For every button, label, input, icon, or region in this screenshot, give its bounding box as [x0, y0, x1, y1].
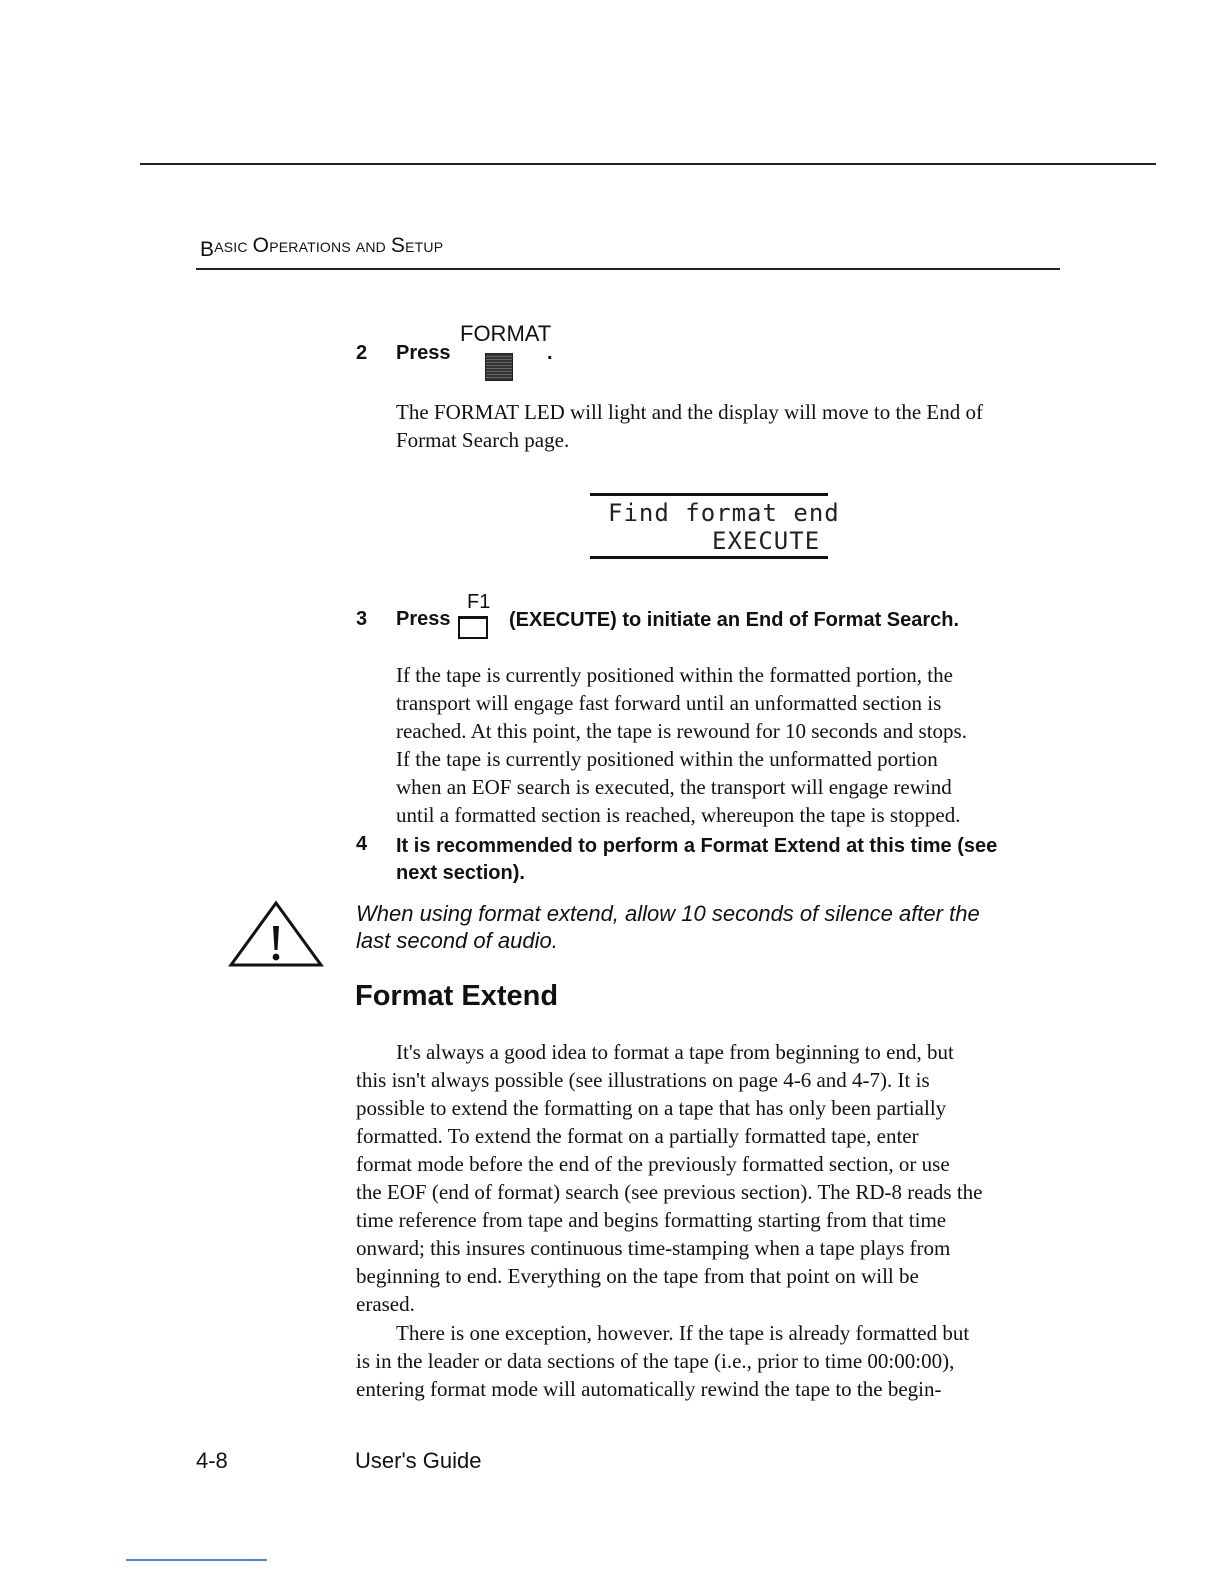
text-line: this isn't always possible (see illustrations on page 4-6 and 4-7). It is: [356, 1068, 930, 1092]
text-line: time reference from tape and begins formatting starting from that time: [356, 1208, 947, 1232]
warning-triangle-icon: [228, 900, 324, 968]
text-line: next section).: [396, 862, 525, 884]
display-bottom-rule: [590, 556, 828, 559]
text-line: transport will engage fast forward until an unformatted section is: [396, 691, 942, 715]
text-line: formatted. To extend the format on a partially formatted tape, enter: [356, 1124, 919, 1148]
text-line: until a formatted section is reached, whereupon the tape is stopped.: [396, 803, 961, 827]
text-line: The FORMAT LED will light and the display will move to the End of: [396, 400, 983, 424]
section-paragraph-1: [356, 1038, 982, 1318]
step-2-body: [396, 398, 983, 454]
top-rule: [100, 163, 1156, 165]
text-line: erased.: [356, 1292, 415, 1316]
text-line: entering format mode will automatically rewind the tape to the begin-: [356, 1377, 942, 1401]
text-line: the EOF (end of format) search (see previous section). The RD-8 reads the: [356, 1180, 983, 1204]
page-number: 4-8: [196, 1448, 228, 1473]
header-initial-s: S: [390, 234, 406, 257]
step-4-text: [396, 833, 997, 887]
section-paragraph-2: [356, 1319, 969, 1403]
header-and: AND: [355, 239, 386, 255]
header-etup: ETUP: [405, 239, 444, 255]
text-line: is in the leader or data sections of the tape (i.e., prior to time 00:00:00),: [356, 1349, 955, 1373]
f1-key-label: F1: [467, 591, 491, 613]
text-line: onward; this insures continuous time-stamping when a tape plays from: [356, 1236, 951, 1260]
step-3-press: Press: [396, 608, 451, 630]
text-line: It is recommended to perform a Format Extend at this time (see: [396, 835, 998, 857]
step-3-body: [396, 661, 967, 829]
bottom-rule: [126, 1559, 267, 1561]
step-2-number: 2: [356, 342, 368, 364]
f1-key-icon: [458, 616, 488, 639]
text-line: If the tape is currently positioned within the unformatted portion: [396, 747, 938, 771]
header-initial-o: O: [252, 234, 270, 257]
step-3-text: (EXECUTE) to initiate an End of Format Search.: [509, 609, 960, 631]
text-line: It's always a good idea to format a tape from beginning to end, but: [396, 1040, 954, 1064]
display-top-rule: [590, 493, 828, 496]
section-title: Format Extend: [355, 980, 559, 1012]
format-key-icon: [485, 353, 513, 381]
footer-guide-title: User's Guide: [355, 1448, 482, 1473]
text-line: Format Search page.: [396, 428, 570, 452]
text-line: last second of audio.: [356, 928, 558, 953]
text-line: possible to extend the formatting on a tape that has only been partially: [356, 1096, 947, 1120]
display-line-1: Find format end: [608, 499, 840, 527]
text-line: beginning to end. Everything on the tape from that point on will be: [356, 1264, 919, 1288]
step-4-number: 4: [356, 833, 368, 855]
header-rule: [196, 268, 1060, 270]
text-line: reached. At this point, the tape is rewound for 10 seconds and stops.: [396, 719, 967, 743]
step-3-number: 3: [356, 608, 368, 630]
text-line: If the tape is currently positioned within the formatted portion, the: [396, 663, 953, 687]
header-asic: ASIC: [214, 239, 248, 255]
header-initial-b: B: [200, 238, 215, 261]
header-perations: PERATIONS: [269, 239, 351, 255]
format-key-label: FORMAT: [460, 321, 552, 346]
text-line: When using format extend, allow 10 seconds of silence after the: [356, 901, 980, 926]
running-header: [200, 234, 444, 261]
text-line: format mode before the end of the previously formatted section, or use: [356, 1152, 950, 1176]
step-2-press: Press: [396, 342, 451, 364]
caution-note: [356, 900, 980, 954]
text-line: when an EOF search is executed, the transport will engage rewind: [396, 775, 952, 799]
top-rule-gap: [100, 163, 140, 165]
text-line: There is one exception, however. If the tape is already formatted but: [396, 1321, 970, 1345]
display-line-2: EXECUTE: [712, 527, 821, 555]
step-2-period: .: [547, 342, 553, 364]
